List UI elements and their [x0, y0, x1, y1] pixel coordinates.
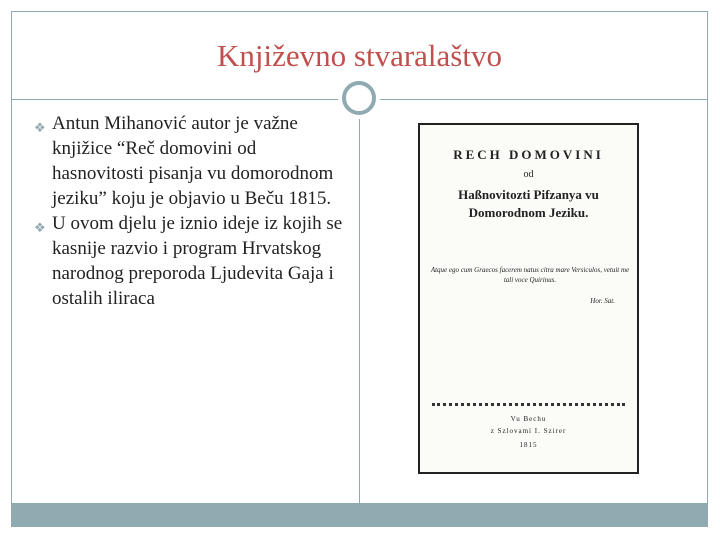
- diamond-bullet-icon: ❖: [34, 220, 46, 235]
- title-rule-left: [12, 99, 346, 100]
- book-title-line1: RECH DOMOVINI: [453, 147, 604, 162]
- book-imprint-place: Vu Bechu: [510, 415, 547, 423]
- book-cover-image: [418, 123, 639, 474]
- bullet-list: [32, 111, 352, 311]
- column-divider: [359, 119, 360, 503]
- book-title-line3: Haßnovitozti Pifzanya vu: [458, 187, 599, 202]
- bullet-text-2: U ovom djelu je iznio ideje iz kojih se kasnije razvio i program Hrvatskog narodnog preporoda Ljudevita Gaja i ostalih iliraca: [52, 213, 343, 309]
- book-epigraph: Atque ego cum Graecos facerem natus citra mare Versiculos, vetuit me tali voce Quirinus.: [430, 266, 630, 284]
- bullet-text-1: Antun Mihanović autor je važne knjižice “Reč domovini od hasnovitosti pisanja vu domorodnom jeziku” koju je objavio u Beču 1815.: [52, 113, 334, 209]
- book-title-line4: Domorodnom Jeziku.: [468, 205, 589, 220]
- footer-bar: [12, 503, 707, 526]
- book-ornament-divider: [432, 403, 625, 406]
- slide-title: Književno stvaralaštvo: [217, 38, 502, 73]
- book-imprint-printer: z Szlovami I. Szirer: [490, 427, 567, 435]
- ring-ornament-icon: [342, 81, 376, 115]
- diamond-bullet-icon: ❖: [34, 120, 46, 135]
- title-rule-right: [374, 99, 707, 100]
- book-epigraph-author: Hor. Sat.: [590, 297, 615, 305]
- book-title-line2: od: [523, 169, 534, 180]
- book-imprint-year: 1815: [519, 441, 538, 449]
- bullet-item-2: [32, 211, 352, 311]
- bullet-item-1: [32, 111, 352, 211]
